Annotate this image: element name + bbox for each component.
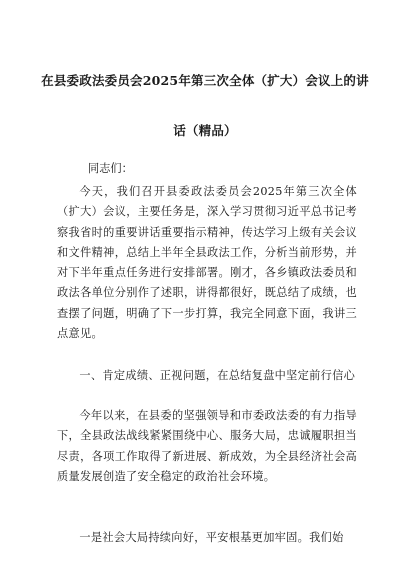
document-title-line2: 话（精品） — [173, 123, 237, 138]
section-heading-1: 一、肯定成绩、正视问题，在总结复盘中坚定前行信心 — [79, 369, 356, 382]
document-title-line1: 在县委政法委员会2025年第三次全体（扩大）会议上的讲 — [41, 73, 369, 88]
salutation: 同志们： — [88, 162, 133, 175]
paragraph-achievements: 今年以来，在县委的坚强领导和市委政法委的有力指导下，全县政法战线紧紧围绕中心、服务大局，忠诚履职担当尽责，各项工作取得了新进展、新成效，为全县经济社会高质量发展创造了安全稳定的政治社会环境。 — [57, 409, 357, 483]
paragraph-opening: 今天，我们召开县委政法委员会2025年第三次全体（扩大）会议，主要任务是，深入学习贯彻习近平总书记考察我省时的重要讲话重要指示精神，传达学习上级有关会议和文件精神，总结上半年全县政法工作，分析当前形势，并对下半年重点任务进行安排部署。刚才，各乡镇政法委员和政法各单位分别作了述职，讲得都很好，既总结了成绩，也查摆了问题，明确了下一步打算，我完全同意下面，我讲三点意见。 — [57, 185, 357, 341]
paragraph-point-one: 一是社会大局持续向好，平安根基更加牢固。我们始 — [79, 531, 344, 544]
